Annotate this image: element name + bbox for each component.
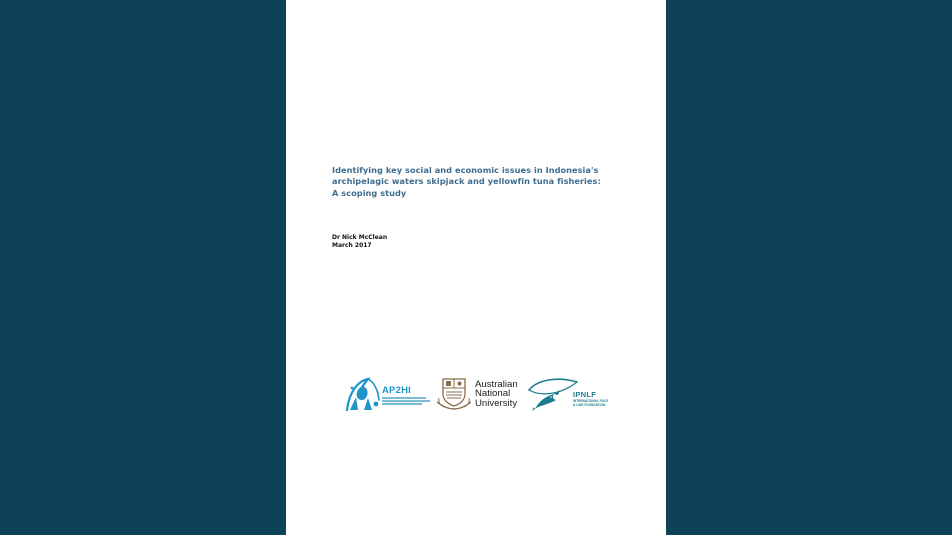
anu-line-1: Australian	[475, 379, 518, 390]
ap2hi-name: AP2HI	[382, 385, 411, 396]
partner-logos	[344, 376, 619, 416]
anu-wordmark	[475, 380, 518, 408]
ap2hi-emblem-icon	[344, 376, 382, 412]
ipnlf-fullname	[573, 400, 608, 408]
anu-line-3: University	[475, 397, 518, 409]
tuna-fish-icon	[527, 376, 579, 412]
anu-line-2: National	[475, 388, 511, 400]
anu-logo	[436, 376, 528, 412]
ap2hi-logo	[344, 376, 432, 412]
document-page	[286, 0, 666, 535]
ap2hi-tagline-lines	[382, 397, 432, 407]
ipnlf-fullname-line-2: & LINE FOUNDATION	[573, 402, 606, 407]
ipnlf-fullname-line-1: INTERNATIONAL POLE	[573, 399, 609, 403]
author-name: Dr Nick McClean	[332, 234, 388, 241]
anu-crest-icon	[436, 376, 472, 410]
document-title: Identifying key social and economic issues in Indonesia's archipelagic waters skipjack and yellowfin tuna fisheries: A scoping study	[332, 165, 601, 198]
publication-date: March 2017	[332, 242, 372, 250]
ipnlf-name: IPNLF	[573, 390, 597, 399]
author-block	[332, 234, 387, 251]
ipnlf-logo	[527, 376, 622, 412]
